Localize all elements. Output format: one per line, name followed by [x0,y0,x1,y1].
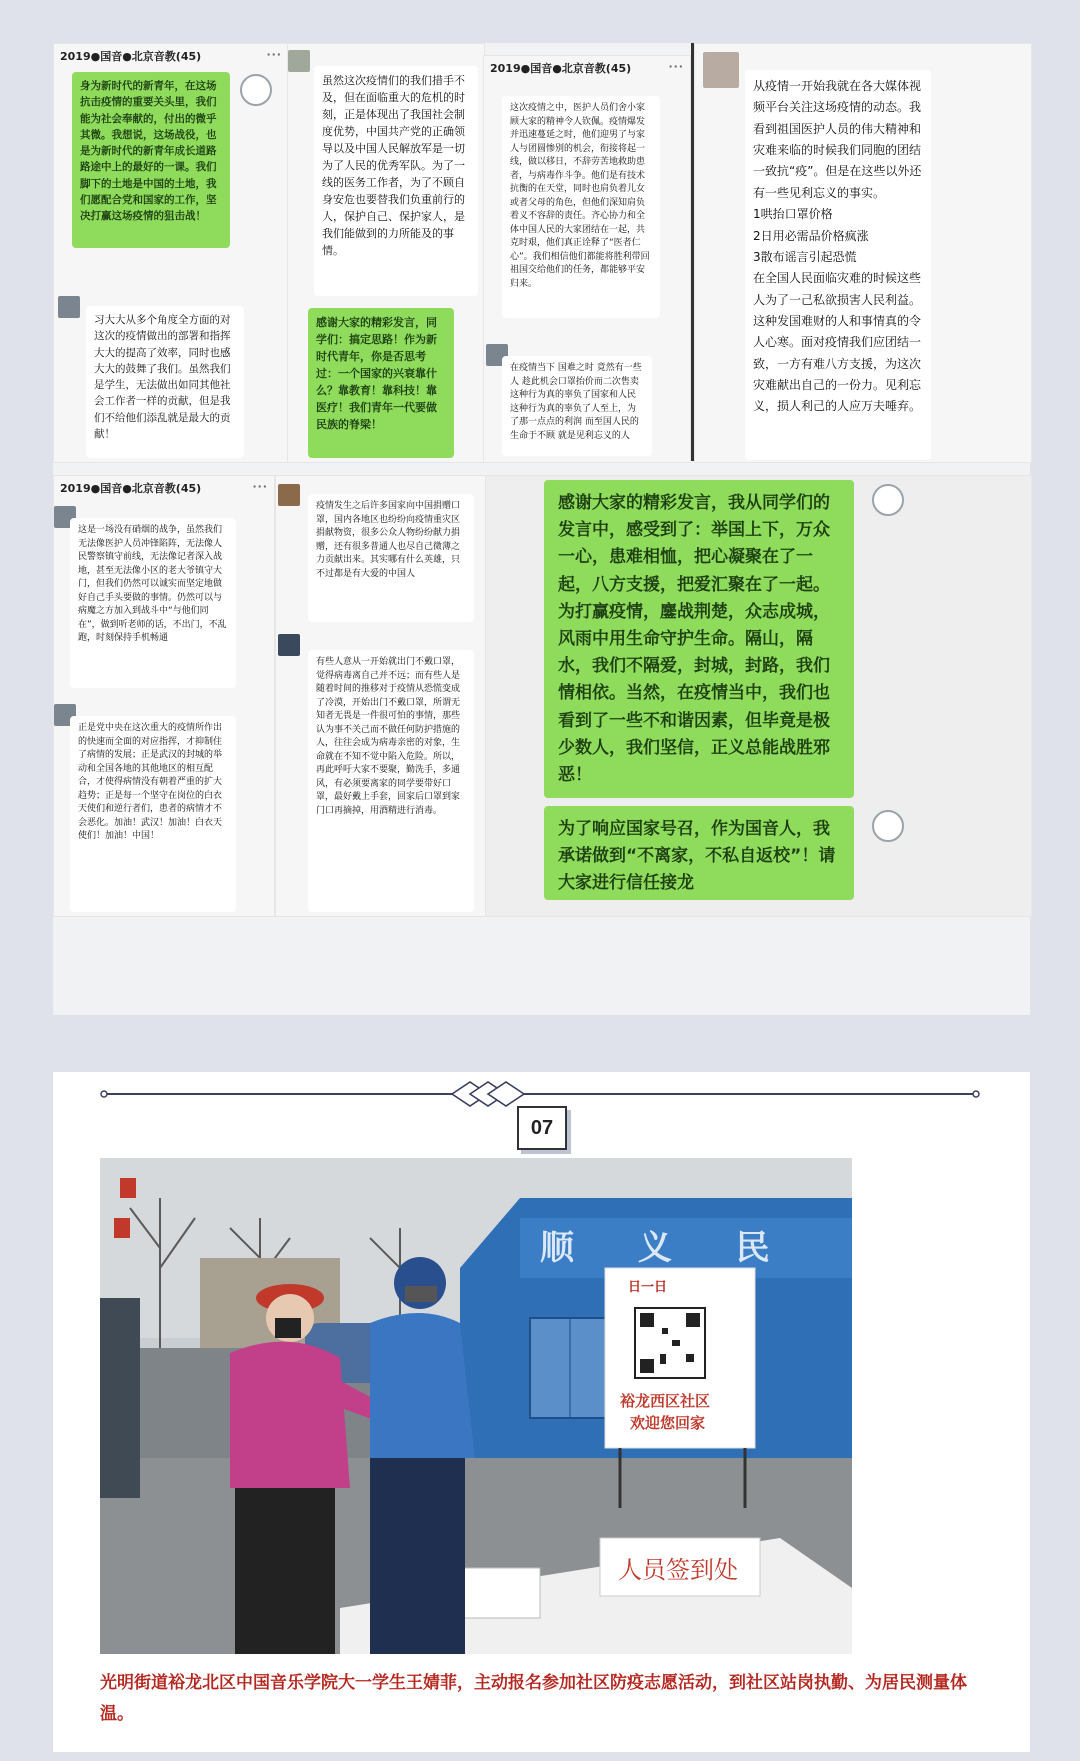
poster-header: 日一日 [628,1280,668,1295]
chat-message: 在疫情当下 国难之时 竟然有一些人 趁此机会口罩抬价而二次售卖 这种行为真的辜负了国家和人民 这种行为真的辜负了人至上，为了那一点点的利润 而至国人民的生命于不顾 就是见利忘义的人 [502,356,652,456]
chat-message: 疫情发生之后许多国家向中国捐赠口罩，国内各地区也纷纷向疫情重灾区捐献物资，很多公众人物纷纷献力捐赠，还有很多普通人也尽自己微薄之力贡献出来。其实哪有什么英雄，只不过都是有大爱的中国人 [308,494,474,622]
chat-header [60,48,282,66]
avatar [58,296,80,318]
chat-message: 为了响应国家号召，作为国音人，我承诺做到“不离家，不私自返校”！请大家进行信任接龙 [544,806,854,900]
avatar [278,484,300,506]
photo-caption: 光明街道裕龙北区中国音乐学院大一学生王婧菲，主动报名参加社区防疫志愿活动，到社区站岗执勤、为居民测量体温。 [100,1673,967,1724]
chat-message: 这次疫情之中，医护人员们舍小家顾大家的精神令人钦佩。疫情爆发并迅速蔓延之时，他们迎男了与家人与团圆惨别的机会，衔接将起一线，做以移日，不辞劳苦地救助患者，与病毒作斗争。他们是有技术抗衡的在天堂，同时也肩负着儿女或者父母的角色，但他们深知肩负着义不容辞的责任。齐心协力和全体中国人民的大家团结在一起，共克时艰，他们真正诠释了“医者仁心”。我们相信他们都能将胜利带回祖国交给他们的任务，都能够平安归来。 [502,96,660,318]
chat-header [490,60,684,78]
menu-icon: ··· [252,480,268,493]
avatar [240,74,272,106]
group-title: 2019●国音●北京音教(45) [490,62,632,75]
avatar [872,810,904,842]
chat-message: 感谢大家的精彩发言，同学们：搞定思路！作为新时代青年，你是否思考过：一个国家的兴衰靠什么？靠教育！靠科技！靠医疗！我们青年一代要做民族的脊梁！ [308,308,454,458]
chat-panel-1 [53,43,289,463]
chat-panel-2 [287,43,485,463]
chat-collage [53,43,1030,1015]
section-number: 07 [517,1106,567,1150]
chat-message: 这是一场没有硝烟的战争，虽然我们无法像医护人员冲锋陷阵，无法像人民警察镇守前线，无法像记者深入战地，甚至无法像小区的老大爷镇守大门，但我们仍然可以诚实而坚定地做好自己手头要做的事情。仍然可以与病魔之方加入到战斗中“与他们同在”，做到听老师的话，不出门，不乱跑，时刻保持手机畅通 [70,518,236,688]
avatar [288,50,310,72]
sign-in-sign: 人员签到处 [618,1556,738,1584]
chat-panel-4 [694,43,1032,463]
chat-message: 身为新时代的新青年，在这场抗击疫情的重要关头里，我们能为社会奉献的，付出的微乎其微。我想说，这场战役，也是为新时代的新青年成长道路路途中上的最好的一课。我们脚下的土地是中国的土地，我们愿配合党和国家的工作，坚决打赢这场疫情的狙击战！ [72,72,230,248]
chat-panel-6 [275,475,487,917]
volunteer-photo [100,1158,852,1654]
poster-line-1: 裕龙西区社区 [620,1392,711,1410]
chat-message: 从疫情一开始我就在各大媒体视频平台关注这场疫情的动态。我看到祖国医护人员的伟大精神和灾难来临的时候我们同胞的团结一致抗“疫”。但是在这些以外还有一些见利忘义的事实。 1哄抬口罩价格 2日用必需品价格疯涨 3散布谣言引起恐慌 在全国人民面临灾难的时候这些人为了一己私欲损害人民利益。这种发国难财的人和事情真的令人心寒。面对疫情我们应团结一致，一方有难八方支援，为这次灾难献出自己的一份力。见利忘义，损人利己的人应万夫唾弃。 [745,70,931,460]
chat-message: 习大大从多个角度全方面的对这次的疫情做出的部署和指挥大大的提高了效率，同时也感大大的鼓舞了我们。虽然我们是学生，无法做出如同其他社会工作者一样的贡献，但是我们不给他们添乱就是最大的贡献！ [86,306,244,458]
chat-message: 感谢大家的精彩发言，我从同学们的发言中，感受到了：举国上下，万众一心，患难相恤，把心凝聚在了一起，八方支援，把爱汇聚在了一起。为打赢疫情，鏖战荆楚，众志成城，风雨中用生命守护生命。隔山，隔水，我们不隔爱，封城，封路，我们情相依。当然，在疫情当中，我们也看到了一些不和谐因素，但毕竟是极少数人，我们坚信，正义总能战胜邪恶！ [544,480,854,798]
poster-line-2: 欢迎您回家 [630,1414,706,1432]
chat-panel-7 [485,475,1032,917]
menu-icon: ··· [266,48,282,61]
avatar [278,634,300,656]
group-title: 2019●国音●北京音教(45) [60,50,202,63]
tent-text: 顺 义 民 [540,1228,796,1268]
chat-message: 虽然这次疫情们的我们措手不及，但在面临重大的危机的时刻，正是体现出了我国社会制度优势，中国共产党的正确领导以及中国人民解放军是一切为了人民的优秀军队。为了一线的医务工作者，为了不顾自身安危也要替我们负重前行的人，保护自己、保护家人，是我们能做到的力所能及的事情。 [314,66,478,296]
chat-panel-3 [483,55,691,463]
chat-panel-5 [53,475,275,917]
avatar [872,484,904,516]
chat-message: 正是党中央在这次重大的疫情所作出的快速而全面的对应指挥，才抑制住了病情的发展；正是武汉的封城的举动和全国各地的其他地区的相互配合，才使得病情没有朝着严重的扩大趋势；正是每一个坚守在岗位的白衣天使们和逆行者们，患者的病情才不会恶化。加油！武汉！加油！白衣天使们！加油！中国！ [70,716,236,912]
group-title: 2019●国音●北京音教(45) [60,482,202,495]
menu-icon: ··· [668,60,684,73]
avatar [703,52,739,88]
chat-header [60,480,268,498]
chat-message: 有些人意从一开始就出门不戴口罩，觉得病毒离自己并不远；而有些人是随着时间的推移对于疫情从恐慌变成了冷漠，开始出门不戴口罩，所谓无知者无畏是一件很可怕的事情，那些认为事不关己而不做任何防护措施的人，往往会成为病毒亲密的对象，生命就在不知不觉中陷入危险。所以，再此呼吁大家不要聚，勤洗手，多通风，有必须要离家的同学要带好口罩，最好戴上手套，回家后口罩到家门口再摘掉，用酒精进行消毒。 [308,650,474,912]
